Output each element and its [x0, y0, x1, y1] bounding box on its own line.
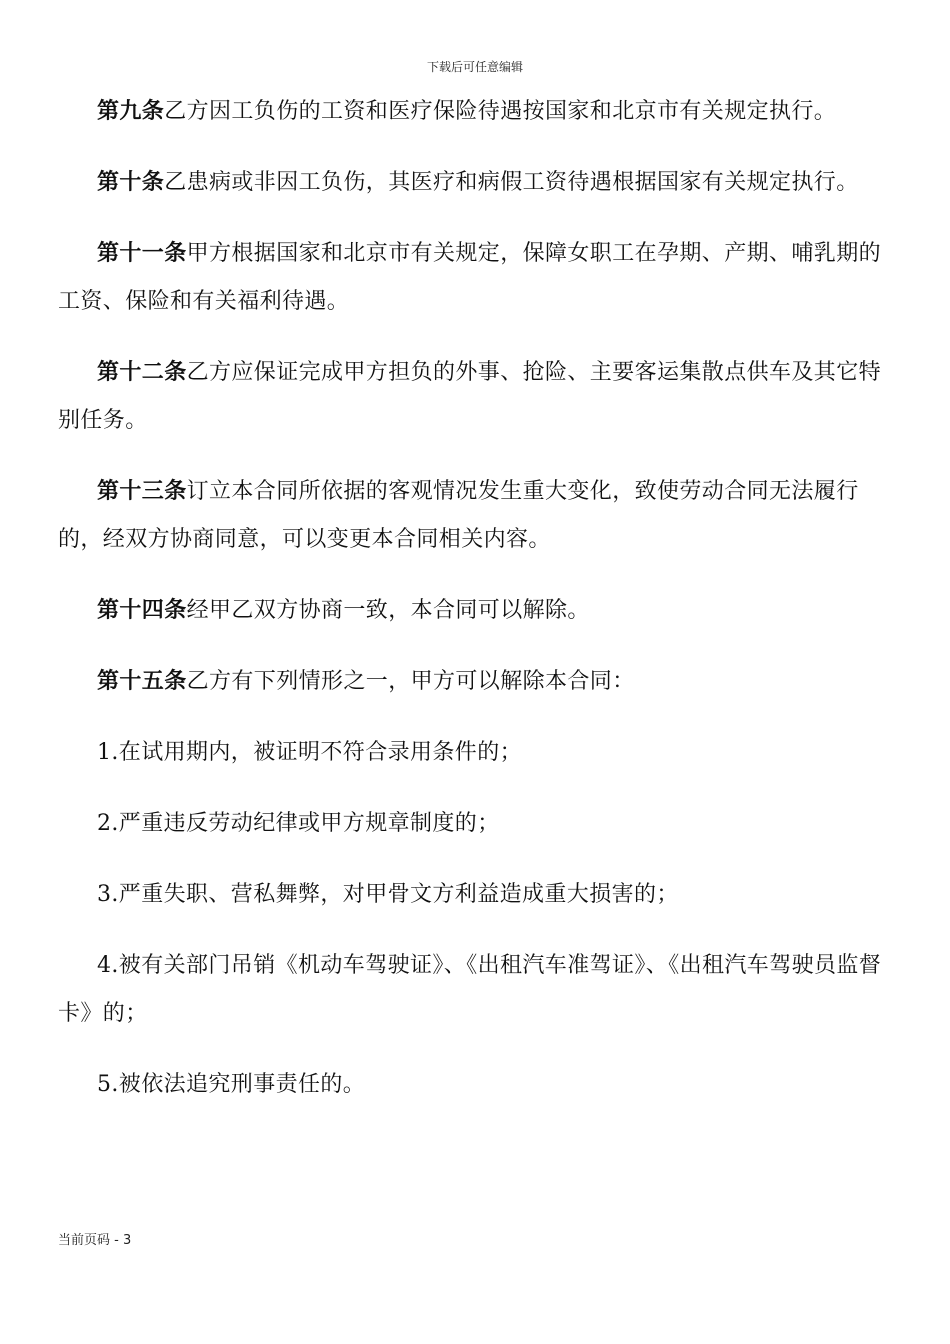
- article-text: 甲方根据国家和北京市有关规定，保障女职工在孕期、产期、哺乳期的工资、保险和有关福利待遇。: [58, 241, 882, 314]
- article-14: [58, 587, 900, 635]
- article-label: 第十条: [97, 170, 165, 195]
- list-item-5: 5.被依法追究刑事责任的。: [97, 1072, 366, 1097]
- article-12: [58, 349, 900, 445]
- article-text: 乙方有下列情形之一，甲方可以解除本合同：: [186, 669, 635, 694]
- article-label: 第十四条: [97, 598, 187, 623]
- article-text: 订立本合同所依据的客观情况发生重大变化，致使劳动合同无法履行的，经双方协商同意，可以变更本合同相关内容。: [58, 479, 859, 552]
- article-13: [58, 468, 900, 564]
- list-item-1: 1.在试用期内，被证明不符合录用条件的；: [97, 740, 522, 765]
- list-item-2: 2.严重违反劳动纪律或甲方规章制度的；: [97, 811, 500, 836]
- article-label: 第九条: [97, 99, 165, 124]
- article-text: 经甲乙双方协商一致，本合同可以解除。: [186, 598, 590, 623]
- page-number: 当前页码 - 3: [58, 1233, 132, 1248]
- article-label: 第十三条: [97, 479, 187, 504]
- header-note: 下载后可任意编辑: [426, 60, 523, 74]
- article-10: [58, 159, 900, 207]
- list-item-4: 4.被有关部门吊销《机动车驾驶证》、《出租汽车准驾证》、《出租汽车驾驶员监督卡》的；: [58, 953, 882, 1026]
- article-9: [58, 88, 900, 136]
- list-item-3: 3.严重失职、营私舞弊，对甲骨文方利益造成重大损害的；: [97, 882, 679, 907]
- article-label: 第十一条: [97, 241, 187, 266]
- document-body: [58, 88, 900, 1132]
- article-label: 第十五条: [97, 669, 187, 694]
- article-text: 乙患病或非因工负伤，其医疗和病假工资待遇根据国家有关规定执行。: [164, 170, 859, 195]
- article-text: 乙方因工负伤的工资和医疗保险待遇按国家和北京市有关规定执行。: [164, 99, 837, 124]
- article-11: [58, 230, 900, 326]
- article-text: 乙方应保证完成甲方担负的外事、抢险、主要客运集散点供车及其它特别任务。: [58, 360, 882, 433]
- article-label: 第十二条: [97, 360, 187, 385]
- article-15: [58, 658, 900, 706]
